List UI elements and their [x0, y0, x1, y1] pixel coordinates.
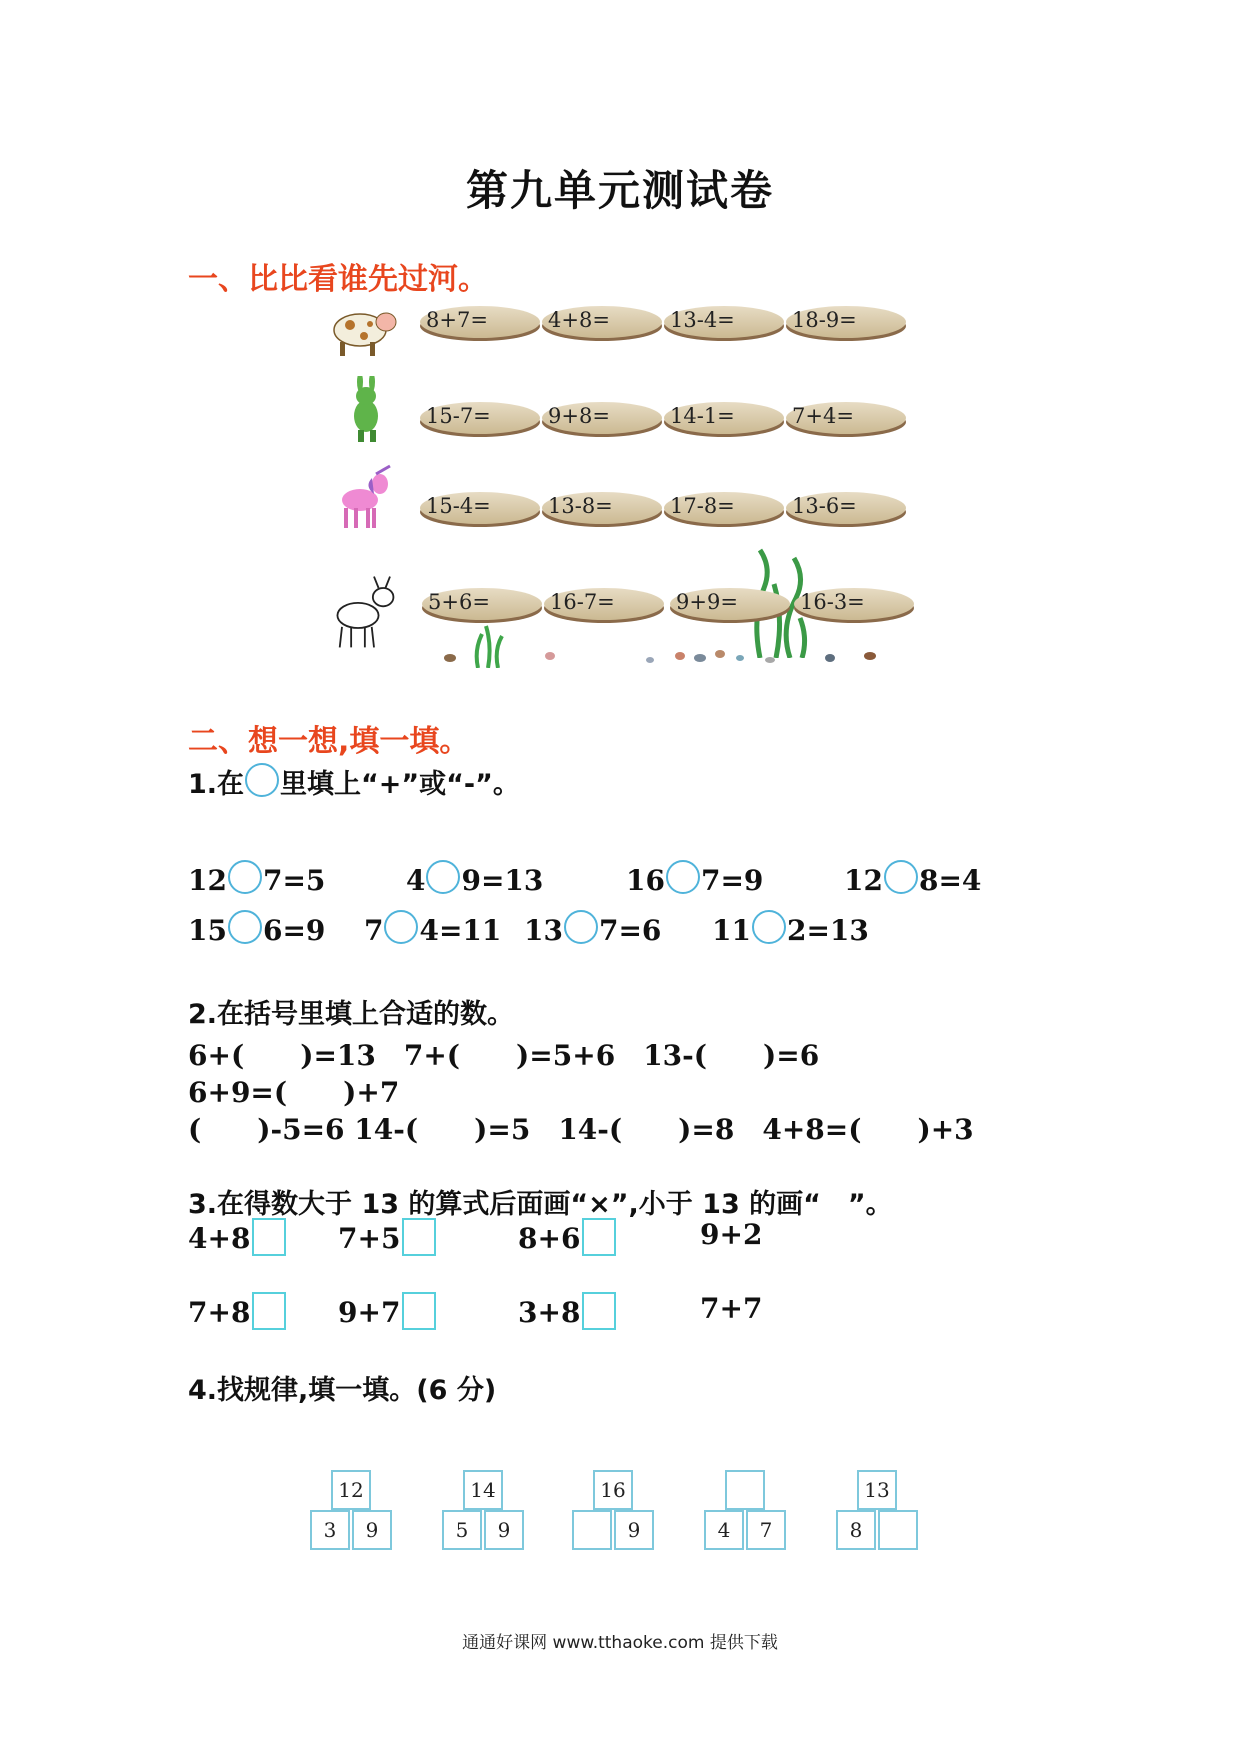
answer-box[interactable]: [582, 1292, 616, 1330]
equation-left: 16: [626, 864, 665, 897]
expression-text: 3+8: [518, 1296, 581, 1329]
number-house: [442, 1470, 524, 1558]
rabbit-icon: [336, 376, 406, 446]
number-house: [704, 1470, 786, 1558]
answer-circle-icon[interactable]: [752, 910, 786, 944]
stone-equation: 14-1=: [670, 404, 735, 428]
number-house: [572, 1470, 654, 1558]
equation-right: 2=13: [786, 914, 869, 947]
equation-right: 4=11: [419, 914, 502, 947]
stone-3-4: [784, 488, 908, 530]
q2-line-2: 6+9=( )+7: [188, 1076, 400, 1109]
number-house: [310, 1470, 392, 1558]
answer-box[interactable]: [252, 1218, 286, 1256]
equation-right: 6=9: [262, 914, 326, 947]
q2-instruction: 2.在括号里填上合适的数。: [188, 999, 515, 1030]
q3-row-2: [188, 1292, 1088, 1336]
stone-2-3: [662, 398, 786, 440]
stone-2-1: [418, 398, 542, 440]
q3-row-1: [188, 1218, 1088, 1262]
house-cell-right: 9: [484, 1510, 524, 1550]
answer-box[interactable]: [402, 1218, 436, 1256]
stone-equation: 13-4=: [670, 308, 735, 332]
stone-3-2: [540, 488, 664, 530]
answer-circle-icon[interactable]: [564, 910, 598, 944]
equation-left: 7: [364, 914, 384, 947]
equation-left: 12: [844, 864, 883, 897]
equation-right: 7=9: [700, 864, 764, 897]
expression-text: 7+8: [188, 1296, 251, 1329]
section2-heading: 二、想一想,填一填。: [188, 724, 470, 759]
stone-2-4: [784, 398, 908, 440]
q1-instruction: [188, 762, 520, 801]
stone-4-3: [668, 584, 792, 626]
cow-icon: [330, 290, 400, 360]
stone-1-3: [662, 302, 786, 344]
expression-text: 4+8: [188, 1222, 251, 1255]
q3-instruction: 3.在得数大于 13 的算式后面画“×”,小于 13 的画“ ”。: [188, 1189, 893, 1220]
house-cell-top: 13: [857, 1470, 897, 1510]
equation-right: 8=4: [918, 864, 982, 897]
house-cell-left: 3: [310, 1510, 350, 1550]
river-crossing: [0, 0, 1240, 700]
stone-equation: 15-7=: [426, 404, 491, 428]
house-cell-right[interactable]: [878, 1510, 918, 1550]
equation-left: 4: [406, 864, 426, 897]
q1-equation: [188, 910, 325, 947]
stone-equation: 17-8=: [670, 494, 735, 518]
q1-equation: [364, 910, 501, 947]
expression-text: 7+5: [338, 1222, 401, 1255]
q1-prefix: 1.在: [188, 769, 245, 800]
equation-right: 9=13: [461, 864, 544, 897]
answer-box[interactable]: [252, 1292, 286, 1330]
section1-heading: 一、比比看谁先过河。: [188, 262, 488, 297]
answer-circle-icon[interactable]: [666, 860, 700, 894]
circle-icon: [245, 763, 279, 797]
q2-line-3: ( )-5=6 14-( )=5 14-( )=8 4+8=( )+3: [188, 1113, 974, 1146]
horse-icon: [330, 464, 400, 534]
q3-expression: [338, 1292, 436, 1330]
house-cell-left: 8: [836, 1510, 876, 1550]
q1-equation: [626, 860, 763, 897]
q3-expression: [188, 1292, 286, 1330]
answer-circle-icon[interactable]: [228, 860, 262, 894]
page-title: 第九单元测试卷: [465, 166, 774, 215]
q1-row-1: [188, 860, 1088, 900]
stone-equation: 7+4=: [792, 404, 854, 428]
house-cell-top[interactable]: [725, 1470, 765, 1510]
stone-1-2: [540, 302, 664, 344]
stone-equation: 9+8=: [548, 404, 610, 428]
q3-expression: [700, 1218, 762, 1251]
stone-equation: 16-3=: [800, 590, 865, 614]
answer-circle-icon[interactable]: [884, 860, 918, 894]
house-cell-top: 14: [463, 1470, 503, 1510]
equation-right: 7=5: [262, 864, 326, 897]
goat-icon: [326, 572, 406, 652]
footer-credit: 通通好课网 www.tthaoke.com 提供下载: [462, 1633, 778, 1653]
stone-equation: 16-7=: [550, 590, 615, 614]
house-cell-left: 4: [704, 1510, 744, 1550]
q3-expression: [700, 1292, 762, 1325]
q1-equation: [712, 910, 869, 947]
q3-expression: [338, 1218, 436, 1256]
stone-equation: 9+9=: [676, 590, 738, 614]
answer-circle-icon[interactable]: [384, 910, 418, 944]
answer-circle-icon[interactable]: [426, 860, 460, 894]
stone-3-1: [418, 488, 542, 530]
q1-equation: [188, 860, 325, 897]
q3-expression: [518, 1292, 616, 1330]
answer-box[interactable]: [402, 1292, 436, 1330]
stone-equation: 18-9=: [792, 308, 857, 332]
stone-equation: 4+8=: [548, 308, 610, 332]
q4-instruction: 4.找规律,填一填。(6 分): [188, 1375, 497, 1406]
house-cell-left[interactable]: [572, 1510, 612, 1550]
stone-equation: 5+6=: [428, 590, 490, 614]
stone-4-1: [420, 584, 544, 626]
house-cell-left: 5: [442, 1510, 482, 1550]
q1-equation: [406, 860, 543, 897]
q1-row-2: [188, 910, 1088, 950]
stone-4-4: [792, 584, 916, 626]
expression-text: 9+2: [700, 1218, 763, 1251]
stone-equation: 13-6=: [792, 494, 857, 518]
q1-equation: [524, 910, 661, 947]
stone-4-2: [542, 584, 666, 626]
equation-left: 15: [188, 914, 227, 947]
answer-circle-icon[interactable]: [228, 910, 262, 944]
house-cell-top: 12: [331, 1470, 371, 1510]
expression-text: 8+6: [518, 1222, 581, 1255]
stone-1-1: [418, 302, 542, 344]
number-house: [836, 1470, 918, 1558]
stone-2-2: [540, 398, 664, 440]
answer-box[interactable]: [582, 1218, 616, 1256]
stone-3-3: [662, 488, 786, 530]
q3-expression: [518, 1218, 616, 1256]
q3-expression: [188, 1218, 286, 1256]
stone-1-4: [784, 302, 908, 344]
pebbles-icon: [430, 640, 900, 670]
house-cell-top: 16: [593, 1470, 633, 1510]
equation-right: 7=6: [598, 914, 662, 947]
q4-pattern-groups: [0, 1470, 1240, 1570]
q2-line-1: 6+( )=13 7+( )=5+6 13-( )=6: [188, 1039, 820, 1072]
equation-left: 12: [188, 864, 227, 897]
house-cell-right: 7: [746, 1510, 786, 1550]
stone-equation: 8+7=: [426, 308, 488, 332]
q1-suffix: 里填上“+”或“-”。: [280, 769, 520, 800]
house-cell-right: 9: [614, 1510, 654, 1550]
equation-left: 13: [524, 914, 563, 947]
q1-equation: [844, 860, 981, 897]
expression-text: 7+7: [700, 1292, 763, 1325]
stone-equation: 15-4=: [426, 494, 491, 518]
stone-equation: 13-8=: [548, 494, 613, 518]
expression-text: 9+7: [338, 1296, 401, 1329]
equation-left: 11: [712, 914, 751, 947]
house-cell-right: 9: [352, 1510, 392, 1550]
